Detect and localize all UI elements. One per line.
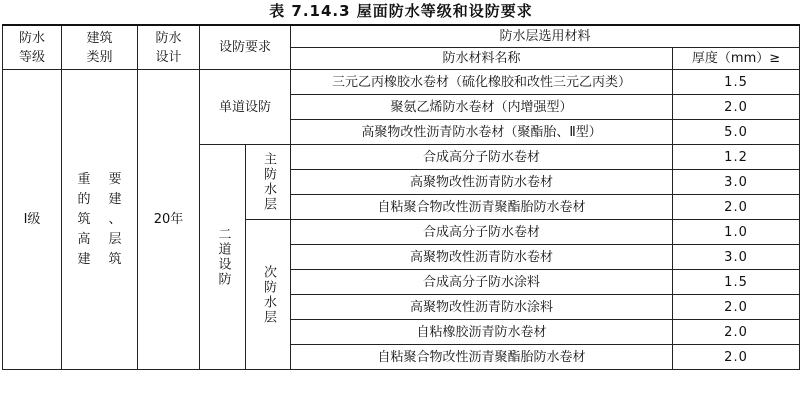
material-name-cell: 高聚物改性沥青防水涂料 bbox=[291, 295, 673, 320]
header-materials: 防水层选用材料 bbox=[291, 25, 800, 48]
thickness-cell: 5.0 bbox=[673, 120, 800, 145]
primary-layer-label: 主防水层 bbox=[246, 145, 291, 220]
waterproof-grade-table bbox=[2, 24, 800, 370]
material-name-cell: 自粘聚合物改性沥青聚酯胎防水卷材 bbox=[291, 345, 673, 370]
material-name-cell: 聚氨乙烯防水卷材（内增强型） bbox=[291, 95, 673, 120]
header-thickness: 厚度（mm）≥ bbox=[673, 48, 800, 70]
thickness-cell: 2.0 bbox=[673, 295, 800, 320]
material-name-cell: 高聚物改性沥青防水卷材 bbox=[291, 170, 673, 195]
header-row-1 bbox=[3, 25, 800, 48]
design-cell: 20年 bbox=[138, 70, 200, 370]
material-name-cell: 合成高分子防水卷材 bbox=[291, 220, 673, 245]
material-name-cell: 三元乙丙橡胶水卷材（硫化橡胶和改性三元乙丙类） bbox=[291, 70, 673, 95]
thickness-cell: 3.0 bbox=[673, 245, 800, 270]
material-name-cell: 高聚物改性沥青防水卷材（聚酯胎、Ⅱ型） bbox=[291, 120, 673, 145]
thickness-cell: 1.0 bbox=[673, 220, 800, 245]
material-name-cell: 自粘橡胶沥青防水卷材 bbox=[291, 320, 673, 345]
header-material-name: 防水材料名称 bbox=[291, 48, 673, 70]
thickness-cell: 2.0 bbox=[673, 95, 800, 120]
header-grade: 防水 等级 bbox=[3, 25, 62, 70]
header-design: 防水 设计 bbox=[138, 25, 200, 70]
thickness-cell: 2.0 bbox=[673, 320, 800, 345]
category-cell: 重 要 的 建 筑、 高 层 建筑 bbox=[62, 70, 138, 370]
material-name-cell: 自粘聚合物改性沥青聚酯胎防水卷材 bbox=[291, 195, 673, 220]
thickness-cell: 2.0 bbox=[673, 345, 800, 370]
material-name-cell: 高聚物改性沥青防水卷材 bbox=[291, 245, 673, 270]
header-category: 建筑 类别 bbox=[62, 25, 138, 70]
double-defense-label: 二道设防 bbox=[200, 145, 246, 370]
thickness-cell: 1.5 bbox=[673, 270, 800, 295]
secondary-layer-label: 次防水层 bbox=[246, 220, 291, 370]
single-defense-label: 单道设防 bbox=[200, 70, 291, 145]
thickness-cell: 2.0 bbox=[673, 195, 800, 220]
thickness-cell: 1.5 bbox=[673, 70, 800, 95]
grade-cell: Ⅰ级 bbox=[3, 70, 62, 370]
material-name-cell: 合成高分子防水涂料 bbox=[291, 270, 673, 295]
header-requirement: 设防要求 bbox=[200, 25, 291, 70]
material-name-cell: 合成高分子防水卷材 bbox=[291, 145, 673, 170]
thickness-cell: 3.0 bbox=[673, 170, 800, 195]
thickness-cell: 1.2 bbox=[673, 145, 800, 170]
table-title: 表 7.14.3 屋面防水等级和设防要求 bbox=[269, 2, 533, 20]
table-row bbox=[3, 70, 800, 95]
